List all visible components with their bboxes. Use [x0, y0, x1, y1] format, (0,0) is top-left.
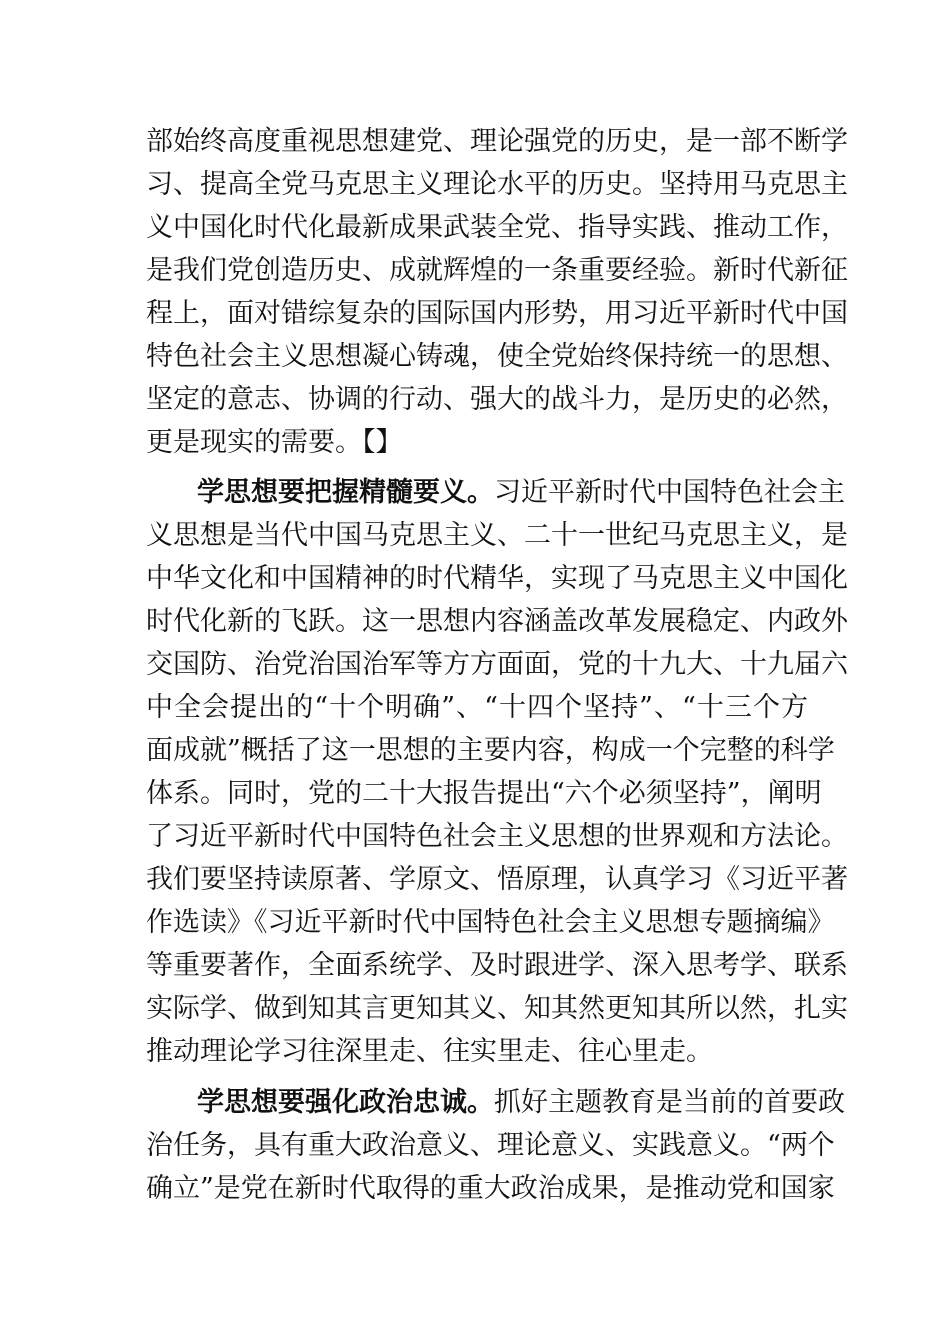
text-line: 实际学、做到知其言更知其义、知其然更知其所以然，扎实 [146, 993, 848, 1024]
text-line: 部始终高度重视思想建党、理论强党的历史，是一部不断学 [146, 126, 848, 157]
text-line: 义思想是当代中国马克思主义、二十一世纪马克思主义，是 [146, 520, 848, 551]
text-line: 中华文化和中国精神的时代精华，实现了马克思主义中国化 [146, 563, 848, 594]
text-line: 义中国化时代化最新成果武装全党、指导实践、推动工作， [146, 212, 848, 243]
text-line: 习近平新时代中国特色社会主 [494, 477, 845, 508]
text-line: 治任务，具有重大政治意义、理论意义、实践意义。“两个 [146, 1130, 835, 1161]
text-line: 抓好主题教育是当前的首要政 [494, 1087, 845, 1118]
paragraph-first-line [197, 471, 845, 515]
text-line: 中全会提出的“十个明确”、“十四个坚持”、“十三个方 [146, 692, 808, 723]
text-line: 等重要著作，全面系统学、及时跟进学、深入思考学、联系 [146, 950, 848, 981]
text-line: 了习近平新时代中国特色社会主义思想的世界观和方法论。 [146, 821, 848, 852]
text-line: 时代化新的飞跃。这一思想内容涵盖改革发展稳定、内政外 [146, 606, 848, 637]
text-line: 我们要坚持读原著、学原文、悟原理，认真学习《习近平著 [146, 864, 848, 895]
text-line: 作选读》《习近平新时代中国特色社会主义思想专题摘编》 [146, 907, 835, 938]
text-line: 确立”是党在新时代取得的重大政治成果，是推动党和国家 [146, 1173, 835, 1204]
text-line: 体系。同时，党的二十大报告提出“六个必须坚持”，阐明 [146, 778, 822, 809]
text-line: 是我们党创造历史、成就辉煌的一条重要经验。新时代新征 [146, 255, 848, 286]
text-line: 更是现实的需要。【】 [146, 427, 403, 458]
text-line: 交国防、治党治国治军等方方面面，党的十九大、十九届六 [146, 649, 848, 680]
text-line: 面成就”概括了这一思想的主要内容，构成一个完整的科学 [146, 735, 835, 766]
text-line: 坚定的意志、协调的行动、强大的战斗力，是历史的必然， [146, 384, 848, 415]
paragraph-first-line [197, 1081, 845, 1125]
text-line: 习、提高全党马克思主义理论水平的历史。坚持用马克思主 [146, 169, 848, 200]
text-line: 程上，面对错综复杂的国际国内形势，用习近平新时代中国 [146, 298, 848, 329]
text-line: 特色社会主义思想凝心铸魂，使全党始终保持统一的思想、 [146, 341, 848, 372]
text-line: 推动理论学习往深里走、往实里走、往心里走。 [146, 1036, 713, 1067]
paragraph-heading: 学思想要强化政治忠诚。 [197, 1087, 494, 1118]
paragraph-heading: 学思想要把握精髓要义。 [197, 477, 494, 508]
